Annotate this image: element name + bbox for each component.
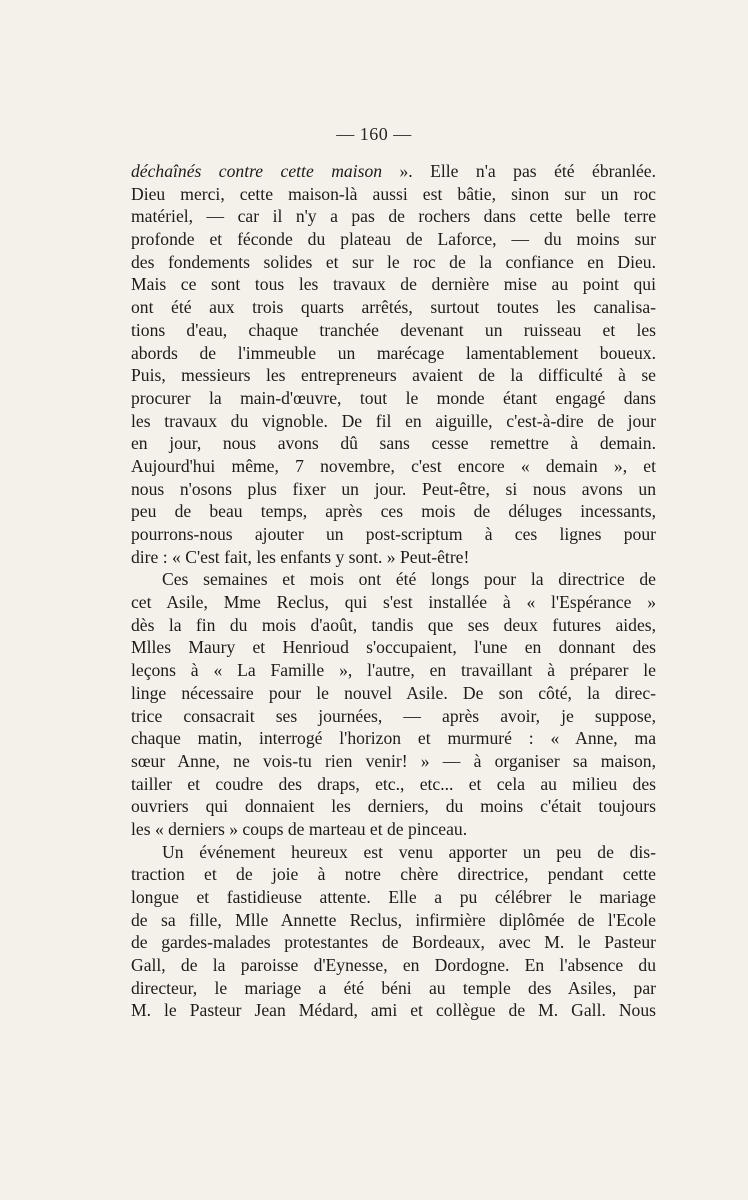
text-line: pourrons-nous ajouter un post-scriptum à ces lignes pour bbox=[131, 524, 656, 544]
italic-text: déchaînés contre cette maison bbox=[131, 161, 383, 181]
text-line: dire : « C'est fait, les enfants y sont. » Peut-être! bbox=[131, 546, 470, 567]
paragraph bbox=[131, 841, 656, 1023]
text-line: Un événement heureux est venu apporter un peu de dis- bbox=[162, 841, 656, 862]
text-line: des fondements solides et sur le roc de la confiance en Dieu. bbox=[131, 251, 656, 272]
text-line: peu de beau temps, après ces mois de déluges incessants, bbox=[131, 501, 656, 522]
text-line: Gall, de la paroisse d'Eynesse, en Dordogne. En l'absence du bbox=[131, 955, 656, 976]
text-line: de sa fille, Mlle Annette Reclus, infirmière diplômée de l'Ecole bbox=[131, 909, 656, 930]
text-line: tailler et coudre des draps, etc., etc... et cela au milieu des bbox=[131, 773, 656, 794]
text-line: Mais ce sont tous les travaux de dernière mise au point qui bbox=[131, 274, 656, 295]
paragraph bbox=[131, 568, 656, 840]
text-line: traction et de joie à notre chère directrice, pendant cette bbox=[131, 864, 656, 885]
text-line: ouvriers qui donnaient les derniers, du moins c'était toujours bbox=[131, 796, 656, 817]
text-line: en jour, nous avons dû sans cesse remettre à demain. bbox=[131, 433, 656, 454]
text-line: Puis, messieurs les entrepreneurs avaient de la difficulté à se bbox=[131, 365, 656, 386]
text-line: directeur, le mariage a été béni au temple des Asiles, par bbox=[131, 977, 656, 998]
text-line: abords de l'immeuble un marécage lamentablement boueux. bbox=[131, 342, 656, 363]
text-line: nous n'osons plus fixer un jour. Peut-être, si nous avons un bbox=[131, 478, 656, 499]
text-line: de gardes-malades protestantes de Bordeaux, avec M. le Pasteur bbox=[131, 932, 656, 953]
text-line: chaque matin, interrogé l'horizon et murmuré : « Anne, ma bbox=[131, 728, 656, 749]
text-line: trice consacrait ses journées, — après avoir, je suppose, bbox=[131, 705, 656, 726]
page-number: — 160 — bbox=[336, 124, 412, 144]
text-line: tions d'eau, chaque tranchée devenant un ruisseau et les bbox=[131, 319, 656, 340]
text-line: Mlles Maury et Henrioud s'occupaient, l'une en donnant des bbox=[131, 637, 656, 658]
text-line: dès la fin du mois d'août, tandis que ses deux futures aides, bbox=[131, 614, 656, 635]
text-line: Dieu merci, cette maison-là aussi est bâtie, sinon sur un roc bbox=[131, 183, 656, 204]
body-text bbox=[131, 160, 656, 1022]
text-line: cet Asile, Mme Reclus, qui s'est installée à « l'Espérance » bbox=[131, 592, 656, 613]
text-line: leçons à « La Famille », l'autre, en travaillant à préparer le bbox=[131, 660, 656, 681]
text-line: longue et fastidieuse attente. Elle a pu célébrer le mariage bbox=[131, 887, 656, 907]
text-line: les « derniers » coups de marteau et de pinceau. bbox=[131, 818, 468, 839]
text-line: ont été aux trois quarts arrêtés, surtout toutes les canalisa- bbox=[131, 297, 656, 318]
paragraph bbox=[131, 160, 656, 568]
text-line: profonde et féconde du plateau de Laforce, — du moins sur bbox=[131, 229, 656, 250]
text-line: sœur Anne, ne vois-tu rien venir! » — à organiser sa maison, bbox=[131, 750, 656, 771]
text-line: déchaînés contre cette maison ». Elle n'a pas été ébranlée. bbox=[131, 161, 656, 181]
text-line: linge nécessaire pour le nouvel Asile. De son côté, la direc- bbox=[131, 682, 656, 703]
text-line: Aujourd'hui même, 7 novembre, c'est encore « demain », et bbox=[131, 455, 656, 476]
text-line: M. le Pasteur Jean Médard, ami et collègue de M. Gall. Nous bbox=[131, 1000, 656, 1021]
text-line: matériel, — car il n'y a pas de rochers dans cette belle terre bbox=[131, 206, 656, 227]
text-line: procurer la main-d'œuvre, tout le monde étant engagé dans bbox=[131, 387, 656, 408]
text-line: Ces semaines et mois ont été longs pour la directrice de bbox=[162, 569, 656, 590]
text-line: les travaux du vignoble. De fil en aiguille, c'est-à-dire de jour bbox=[131, 410, 656, 431]
